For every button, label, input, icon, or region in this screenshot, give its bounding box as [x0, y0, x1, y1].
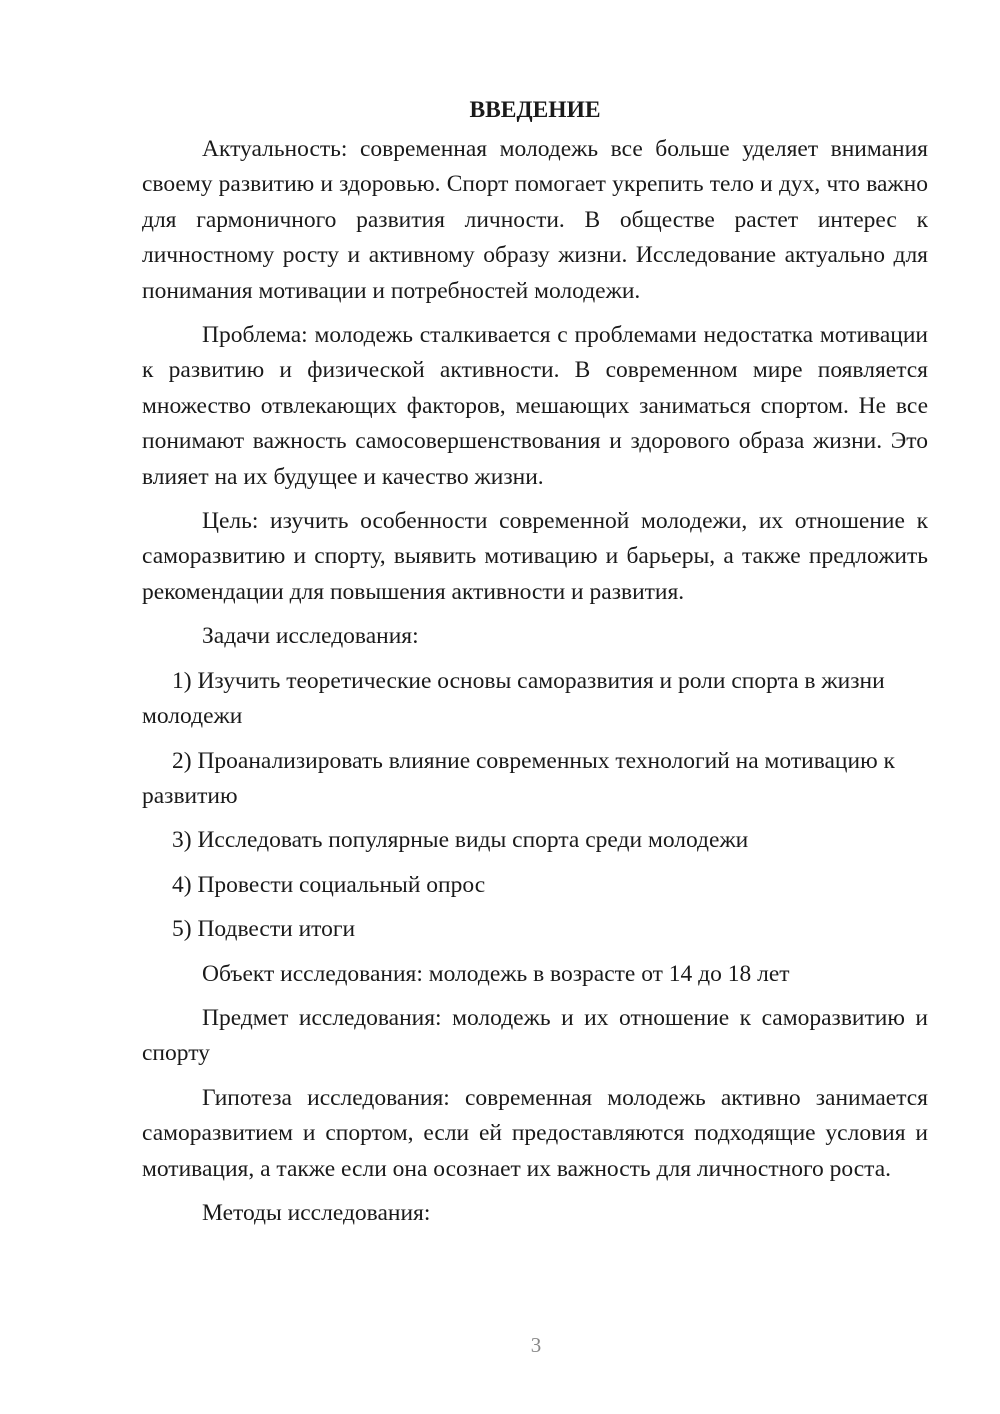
document-page	[142, 92, 928, 1240]
methods-heading: Методы исследования:	[202, 1199, 431, 1226]
tasks-heading: Задачи исследования:	[202, 623, 419, 650]
page-number: 3	[530, 1333, 542, 1357]
task-item-3: 3) Исследовать популярные виды спорта среди молодежи	[172, 827, 749, 854]
paragraph-problem: Проблема: молодежь сталкивается с проблемами недостатка мотивации к развитию и физической активности. В современном мире появляется множество отвлекающих факторов, мешающих заниматься спортом. Не все понимают важность самосовершенствования и здорового образа жизни. Это влияет на их будущее и качество жизни.	[142, 322, 928, 490]
task-item-4: 4) Провести социальный опрос	[172, 871, 486, 898]
task-item-5: 5) Подвести итоги	[172, 916, 356, 943]
page-title: ВВЕДЕНИЕ	[469, 97, 601, 123]
paragraph-relevance: Актуальность: современная молодежь все больше уделяет внимания своему развитию и здоровью. Спорт помогает укрепить тело и дух, что важно для гармоничного развития личности. В обществе растет интерес к личностному росту и активному образу жизни. Исследование актуально для понимания мотивации и потребностей молодежи.	[142, 136, 928, 304]
task-item-1: 1) Изучить теоретические основы саморазвития и роли спорта в жизни молодежи	[142, 667, 885, 730]
paragraph-object: Объект исследования: молодежь в возрасте от 14 до 18 лет	[202, 960, 790, 987]
paragraph-goal: Цель: изучить особенности современной молодежи, их отношение к саморазвитию и спорту, выявить мотивацию и барьеры, а также предложить рекомендации для повышения активности и развития.	[142, 508, 928, 605]
paragraph-subject: Предмет исследования: молодежь и их отношение к саморазвитию и спорту	[142, 1004, 928, 1067]
paragraph-hypothesis: Гипотеза исследования: современная молодежь активно занимается саморазвитием и спортом, если ей предоставляются подходящие условия и мотивация, а также если она осознает их важность для личностного роста.	[142, 1084, 928, 1182]
task-item-2: 2) Проанализировать влияние современных технологий на мотивацию к развитию	[142, 747, 895, 809]
